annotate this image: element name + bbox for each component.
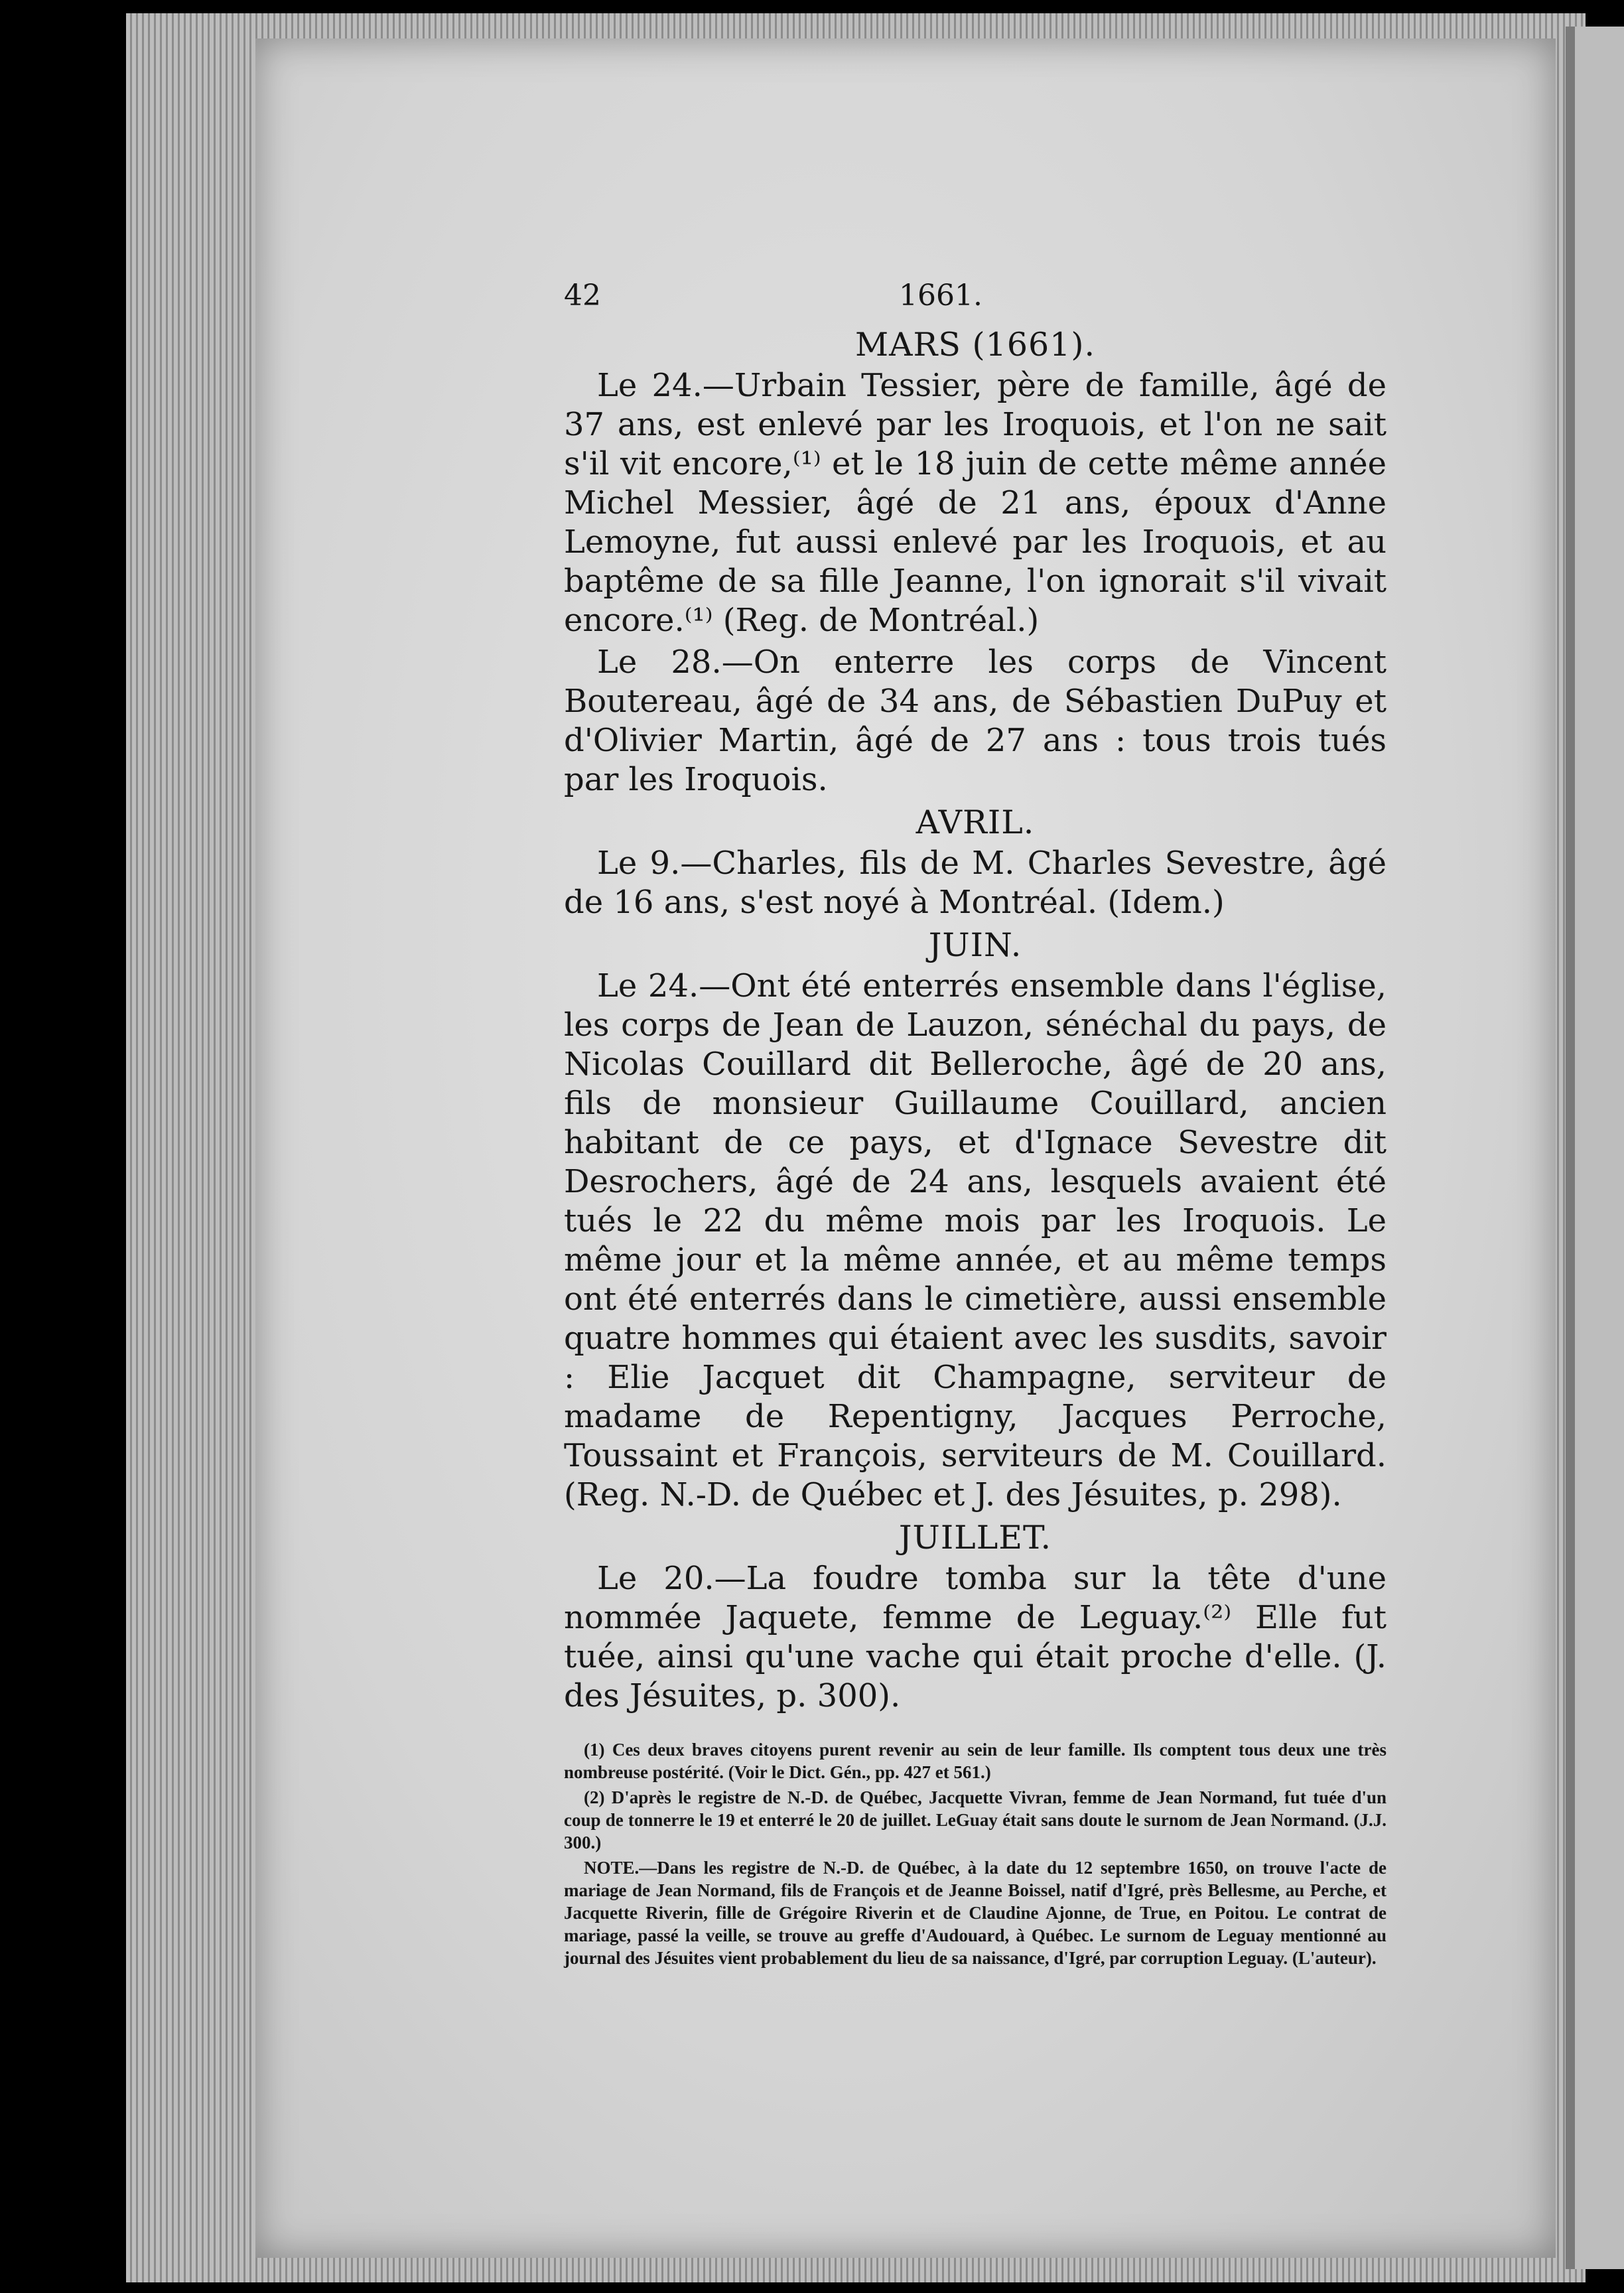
section-title: JUILLET.: [898, 1519, 1052, 1557]
section-title: MARS (1661).: [854, 326, 1096, 364]
running-title: 1661.: [899, 279, 982, 313]
paragraph: Le 20.—La foudre tomba sur la tête d'une nommée Jaquete, femme de Leguay.⁽²⁾ Elle fut tuée, ainsi qu'une vache qui était proche d'elle. (J. des Jésuites, p. 300).: [564, 1560, 1387, 1714]
section-title: JUIN.: [928, 926, 1022, 964]
section-juin: [564, 926, 1387, 1515]
footnote: (1) Ces deux braves citoyens purent revenir au sein de leur famille. Ils comptent tous deux une très nombreuse postérité. (Voir le Dict. Gén., pp. 427 et 561.): [564, 1740, 1387, 1782]
page-number: 42: [564, 279, 601, 313]
footnotes: [564, 1738, 1387, 1969]
paragraph: Le 24.—Ont été enterrés ensemble dans l'église, les corps de Jean de Lauzon, sénéchal du pays, de Nicolas Couillard dit Belleroche, âgé de 20 ans, fils de monsieur Guillaume Couillard, ancien habitant de ce pays, et d'Ignace Sevestre dit Desrochers, âgé de 24 ans, lesquels avaient été tués le 22 du même mois par les Iroquois. Le même jour et la même année, et au même temps ont été enterrés dans le cimetière, aussi ensemble quatre hommes qui étaient avec les susdits, savoir : Elie Jacquet dit Champagne, serviteur de madame de Repentigny, Jacques Perroche, Toussaint et François, serviteurs de M. Couillard. (Reg. N.-D. de Québec et J. des Jésuites, p. 298).: [564, 967, 1387, 1513]
section-title: AVRIL.: [915, 803, 1035, 841]
section-juillet: [564, 1519, 1387, 1716]
paragraph: Le 28.—On enterre les corps de Vincent Boutereau, âgé de 34 ans, de Sébastien DuPuy et d'Olivier Martin, âgé de 27 ans : tous trois tués par les Iroquois.: [564, 644, 1387, 798]
footnote: (2) D'après le registre de N.-D. de Québec, Jacquette Vivran, femme de Jean Normand, fut tuée d'un coup de tonnerre le 19 et enterré le 20 de juillet. LeGuay était sans doute le surnom de Jean Normand. (J.J. 300.): [564, 1787, 1387, 1852]
paragraph: Le 9.—Charles, fils de M. Charles Sevestre, âgé de 16 ans, s'est noyé à Montréal. (Idem.): [564, 845, 1387, 921]
paragraph: Le 24.—Urbain Tessier, père de famille, âgé de 37 ans, est enlevé par les Iroquois, et l'on ne sait s'il vit encore,⁽¹⁾ et le 18 juin de cette même année Michel Messier, âgé de 21 ans, époux d'Anne Lemoyne, fut aussi enlevé par les Iroquois, et au baptême de sa fille Jeanne, l'on ignorait s'il vivait encore.⁽¹⁾ (Reg. de Montréal.): [564, 367, 1387, 639]
section-avril: [564, 803, 1387, 922]
facing-page-edge: [1566, 27, 1624, 2269]
page-header: [564, 279, 1387, 313]
page-text: [564, 279, 1387, 1972]
section-mars: [564, 326, 1387, 799]
footnote-note: NOTE.—Dans les registre de N.-D. de Québec, à la date du 12 septembre 1650, on trouve l'acte de mariage de Jean Normand, fils de François et de Jeanne Boissel, natif d'Igré, près Bellesme, au Perche, et Jacquette Riverin, fille de Grégoire Riverin et de Claudine Ajonne, de True, en Poitou. Le contrat de mariage, passé la veille, se trouve au greffe d'Audouard, à Québec. Le surnom de Leguay mentionné au journal des Jésuites vient probablement du lieu de sa naissance, d'Igré, par corruption Leguay. (L'auteur).: [564, 1858, 1387, 1968]
